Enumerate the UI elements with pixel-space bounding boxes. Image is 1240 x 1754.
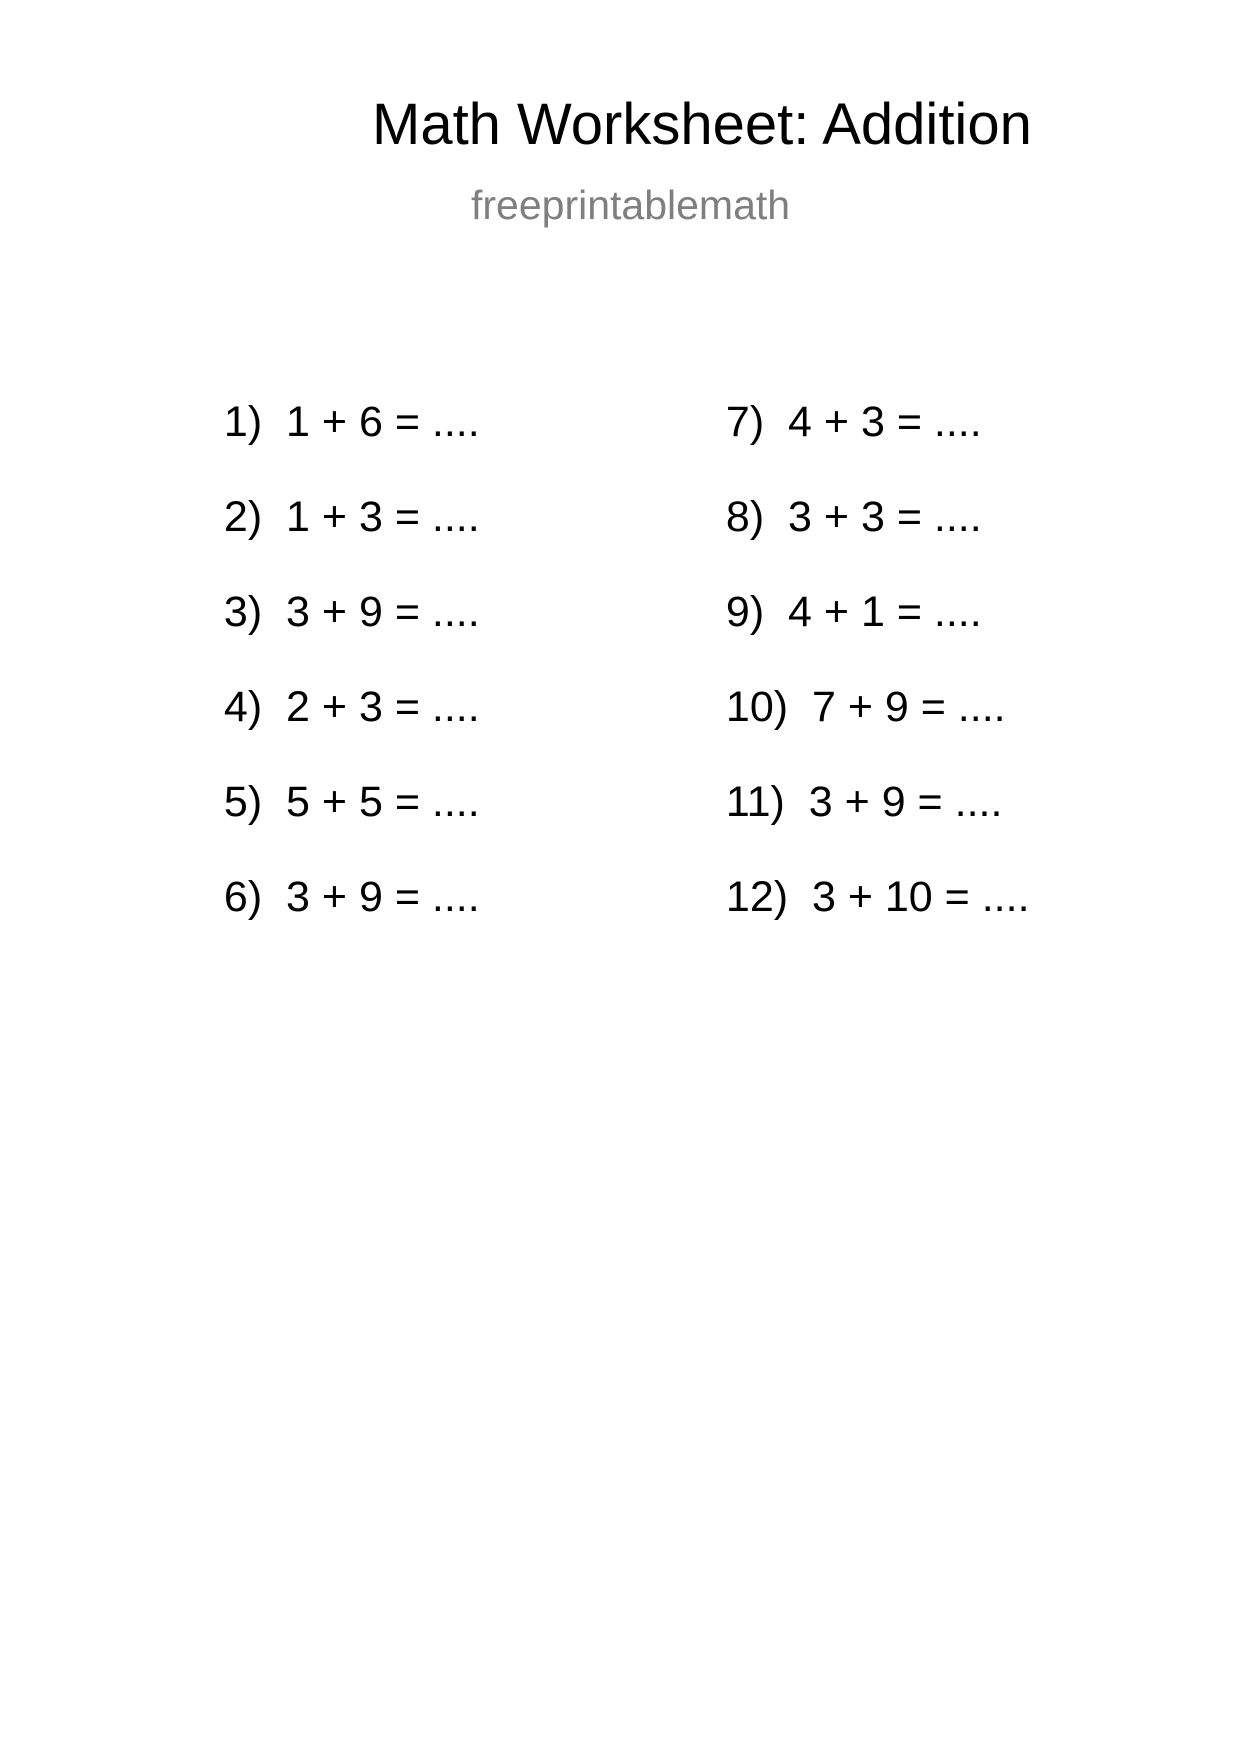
problem-number: 7) <box>725 398 765 446</box>
problem-number: 8) <box>725 493 765 541</box>
problem-number: 9) <box>725 588 765 636</box>
problem-number: 12) <box>725 873 789 921</box>
problem-expression: 1 + 6 = .... <box>286 398 480 446</box>
problem-item <box>702 453 982 539</box>
problem-item <box>200 548 480 634</box>
problem-item <box>702 833 1030 919</box>
problem-expression: 5 + 5 = .... <box>286 778 480 826</box>
problem-item <box>200 453 480 539</box>
worksheet-subtitle: freeprintablemath <box>471 182 791 228</box>
problem-expression: 3 + 9 = .... <box>286 588 480 636</box>
problem-expression: 3 + 10 = .... <box>811 873 1030 921</box>
problem-number: 3) <box>223 588 263 636</box>
problem-expression: 7 + 9 = .... <box>811 683 1006 731</box>
problem-expression: 3 + 3 = .... <box>788 493 982 541</box>
problem-number: 4) <box>223 683 263 731</box>
worksheet-title: Math Worksheet: Addition <box>372 92 1032 157</box>
problem-item <box>200 358 480 444</box>
problem-expression: 4 + 1 = .... <box>788 588 982 636</box>
problem-number: 10) <box>725 683 789 731</box>
problem-number: 11) <box>725 778 785 826</box>
problem-item <box>702 548 982 634</box>
problem-number: 1) <box>223 398 263 446</box>
problem-item <box>200 643 480 729</box>
problem-item <box>200 833 480 919</box>
problem-expression: 3 + 9 = .... <box>808 778 1003 826</box>
problem-number: 6) <box>223 873 263 921</box>
problem-expression: 1 + 3 = .... <box>286 493 480 541</box>
problem-item <box>702 643 1006 729</box>
problem-expression: 4 + 3 = .... <box>788 398 982 446</box>
problem-number: 5) <box>223 778 263 826</box>
problem-expression: 3 + 9 = .... <box>286 873 480 921</box>
problem-item <box>702 358 982 444</box>
problem-expression: 2 + 3 = .... <box>286 683 480 731</box>
problem-number: 2) <box>223 493 263 541</box>
problem-item <box>200 738 480 824</box>
problem-item <box>702 738 1002 824</box>
